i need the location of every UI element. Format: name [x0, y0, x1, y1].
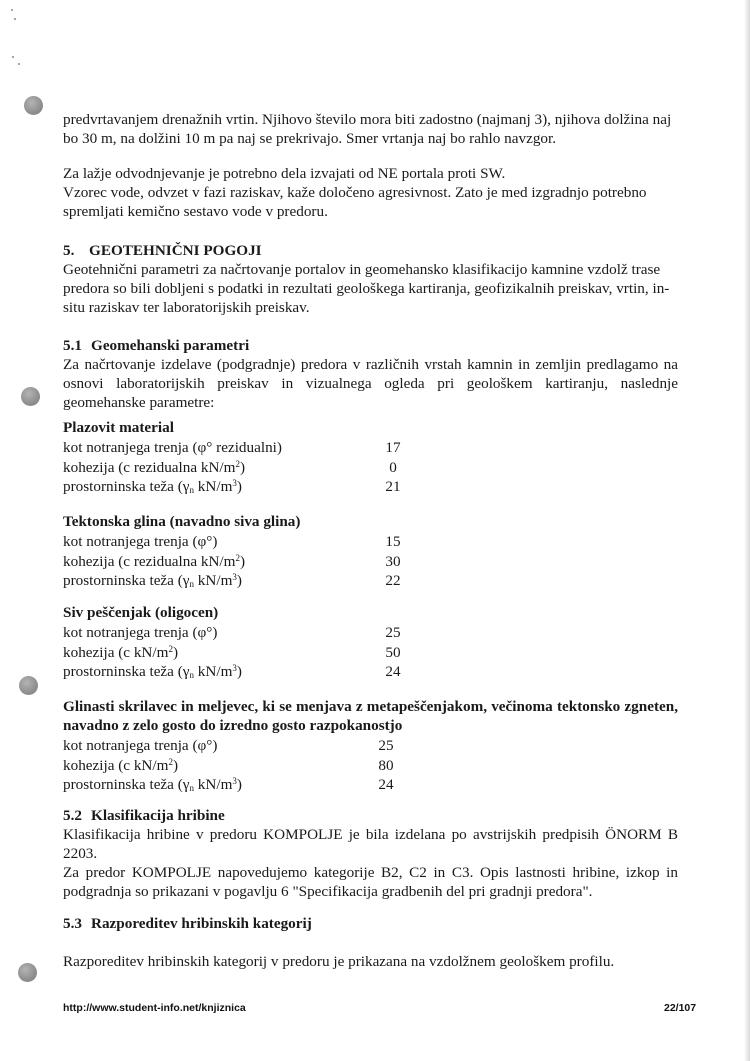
param-row: [63, 571, 703, 591]
section-title: Razporeditev hribinskih kategorij: [91, 915, 312, 932]
param-label: kohezija (c $kN/m^2$): [63, 643, 178, 661]
param-label: prostorninska teža ($\gamma_n$ $kN/m^3$): [63, 663, 242, 680]
param-label: kohezija (c rezidualna $kN/m^2$): [63, 458, 246, 476]
param-value: 80: [378, 756, 394, 774]
param-value: 50: [385, 643, 401, 661]
section-5-2-heading: [63, 806, 225, 825]
section-5-1-heading: [63, 336, 249, 355]
param-label: prostorninska teža ($\gamma_n$ $kN/m^3$): [63, 478, 242, 495]
param-row: [63, 477, 703, 497]
param-value: 21: [385, 478, 401, 495]
param-value: 24: [385, 663, 401, 680]
param-row: [63, 662, 703, 682]
scan-speck: [18, 63, 20, 65]
param-row: [63, 736, 678, 756]
section-5-2-body-1: Klasifikacija hribine v predoru KOMPOLJE je bila izdelana po avstrijskih predpisih ÖNORM B 2203.: [63, 826, 678, 862]
section-number: 5.2: [63, 807, 82, 824]
param-row: [63, 756, 678, 776]
param-value: 25: [378, 737, 394, 754]
punch-hole-icon: [21, 387, 40, 406]
scan-speck: [14, 18, 16, 20]
param-value: 25: [385, 624, 401, 641]
material-group: [63, 512, 703, 591]
param-row: [63, 438, 703, 458]
section-5-2-body-2: Za predor KOMPOLJE napovedujemo kategorije B2, C2 in C3. Opis lastnosti hribine, izkop in podgradnja so prikazani v pogavlju 6 "Specifikacija gradbenih del pri gradnji predora".: [63, 864, 678, 900]
param-label: kot notranjega trenja (φ° rezidualni): [63, 439, 282, 456]
section-title: GEOTEHNIČNI POGOJI: [89, 242, 262, 259]
section-5-3-heading: [63, 914, 312, 933]
material-group: [63, 697, 678, 795]
param-value: 30: [385, 552, 401, 570]
param-row: [63, 775, 678, 795]
param-value: 0: [389, 458, 397, 476]
param-label: kohezija (c $kN/m^2$): [63, 756, 178, 774]
intro-paragraph: predvrtavanjem drenažnih vrtin. Njihovo število mora biti zadostno (najmanj 3), njihova dolžina naj bo 30 m, na dolžini 10 m pa naj se prekrivajo. Smer vrtanja naj bo rahlo navzgor.: [63, 111, 672, 147]
param-label: prostorninska teža ($\gamma_n$ $kN/m^3$): [63, 572, 242, 589]
param-row: [63, 643, 703, 663]
material-name: Plazovit material: [63, 419, 174, 436]
punch-hole-icon: [19, 676, 38, 695]
section-title: Geomehanski parametri: [91, 337, 250, 354]
material-group: [63, 418, 703, 497]
param-row: [63, 552, 703, 572]
footer-url[interactable]: http://www.student-info.net/knjiznica: [63, 1002, 246, 1014]
drainage-paragraph: Za lažje odvodnjevanje je potrebno dela izvajati od NE portala proti SW.: [63, 165, 506, 182]
punch-hole-icon: [18, 963, 37, 982]
param-label: kot notranjega trenja (φ°): [63, 624, 218, 641]
scan-speck: [11, 9, 13, 11]
param-row: [63, 623, 703, 643]
param-value: 24: [378, 776, 394, 793]
material-name: Siv peščenjak (oligocen): [63, 604, 219, 621]
section-5-body: Geotehnični parametri za načrtovanje portalov in geomehansko klasifikacijo kamnine vzdolž trase predora so bili dobljeni s podatki in rezultati geološkega kartiranja, geofizikalnih preiskav, vrtin, in-situ raziskav ter laboratorijskih preiskav.: [63, 261, 670, 316]
param-label: prostorninska teža ($\gamma_n$ $kN/m^3$): [63, 776, 242, 793]
section-number: 5.: [63, 242, 75, 259]
param-value: 15: [385, 533, 401, 550]
section-number: 5.3: [63, 915, 82, 932]
section-5-heading: [63, 241, 262, 260]
param-row: [63, 458, 703, 478]
param-value: 17: [385, 439, 401, 456]
param-label: kot notranjega trenja (φ°): [63, 533, 218, 550]
section-number: 5.1: [63, 337, 82, 354]
section-5-3-body: Razporeditev hribinskih kategorij v predoru je prikazana na vzdolžnem geološkem profilu.: [63, 953, 615, 970]
section-5-1-body: Za načrtovanje izdelave (podgradnje) predora v različnih vrstah kamnin in zemljin predlagamo na osnovi laboratorijskih preiskav in vizualnega ogleda pri geološkem kartiranju, naslednje geomehanske parametre:: [63, 356, 678, 411]
material-name: Glinasti skrilavec in meljevec, ki se menjava z metapeščenjakom, večinoma tektonsko zgneten, navadno z zelo gosto do izredno gosto razpokanostjo: [63, 698, 678, 734]
param-row: [63, 532, 703, 552]
material-group: [63, 603, 703, 682]
footer-page-number: 22/107: [664, 1002, 697, 1014]
material-name: Tektonska glina (navadno siva glina): [63, 513, 301, 530]
param-label: kohezija (c rezidualna $kN/m^2$): [63, 552, 246, 570]
param-label: kot notranjega trenja (φ°): [63, 737, 218, 754]
section-title: Klasifikacija hribine: [91, 807, 225, 824]
scan-speck: [12, 56, 14, 58]
water-sample-paragraph: Vzorec vode, odvzet v fazi raziskav, kaže določeno agresivnost. Zato je med izgradnjo potrebno spremljati kemično sestavo vode v predoru.: [63, 184, 647, 220]
param-value: 22: [385, 572, 401, 589]
punch-hole-icon: [24, 96, 43, 115]
scan-edge-shadow: [744, 0, 750, 1061]
